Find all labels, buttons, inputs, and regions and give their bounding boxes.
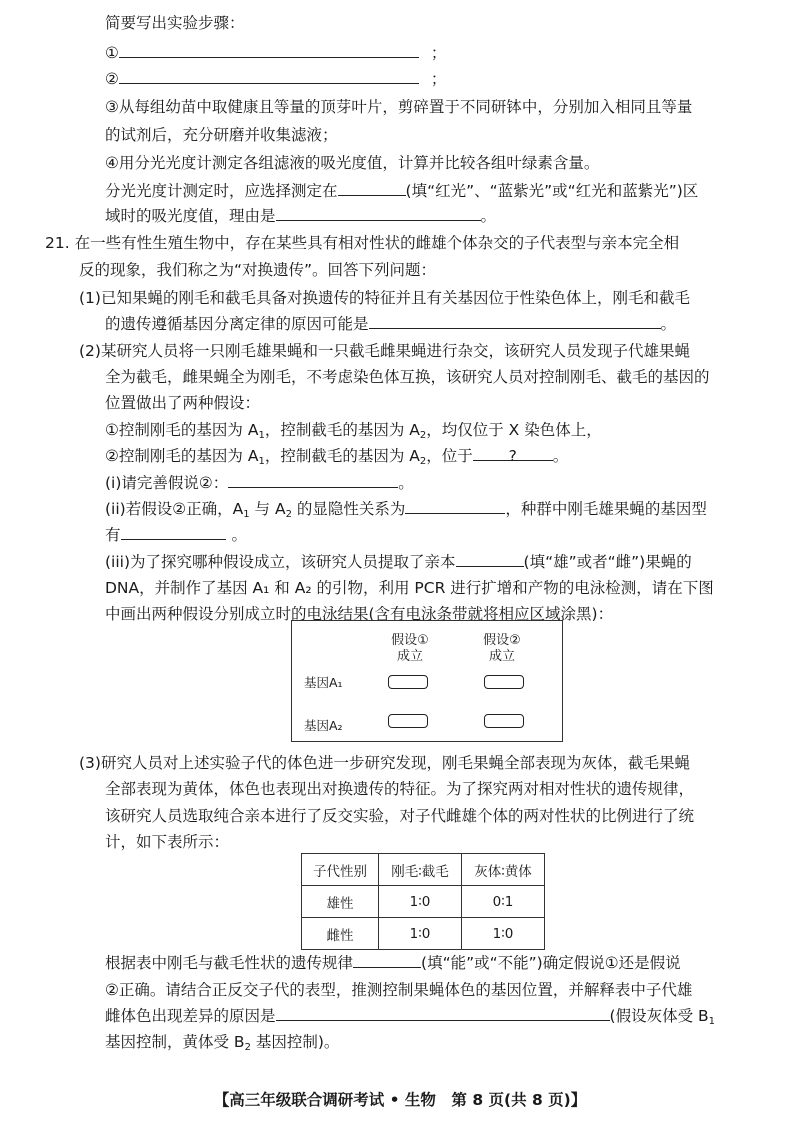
hyp1-sub-2: 2 [419,430,427,441]
q21-stem-line-1: 21. 在一些有性生殖生物中，存在某些具有相对性状的雌雄个体杂交的子代表型与亲本完全相 [45,234,680,252]
sub-ii-blank-2 [121,524,226,540]
step-2 [105,68,446,90]
tail-text-4: (假设灰体受 B [609,1007,709,1025]
sub-ii-text-1: (ii)若假设②正确，A [105,500,244,518]
tail-line-3 [105,1005,715,1033]
sub-question-ii [105,498,707,526]
q3-line-4: 计，如下表所示： [105,833,230,851]
band-hyp2-a1[interactable] [484,675,524,689]
sub-i-blank [228,472,398,488]
table-header: 刚毛∶截毛 [379,854,462,886]
col-hyp1-header [375,633,445,665]
sub-ii-blank-1 [405,498,505,514]
table-cell: 1∶0 [462,918,545,950]
step-1 [105,42,446,64]
page-footer: 【高三年级联合调研考试 • 生物 第 8 页(共 8 页)】 [213,1091,587,1109]
hyp2-text-1: ②控制刚毛的基因为 A [105,447,259,465]
q21-p1-end: 。 [660,315,677,333]
tail-line-2: ②正确。请结合正反交子代的表型，推测控制果蝇体色的基因位置，并解释表中子代雄 [105,981,693,999]
hyp2-text-4: 。 [552,447,569,465]
sub-ii-text-3: 的显隐性关系为 [291,500,406,518]
tail-line-4 [105,1031,339,1059]
q21-p2-line-1: (2)某研究人员将一只刚毛雄果蝇和一只截毛雌果蝇进行杂交，该研究人员发现子代雄果蝇 [79,342,690,360]
table-row [302,886,545,918]
step-2-label: ② [105,70,119,88]
table-cell: 1∶0 [379,918,462,950]
tail-text-2: (填“能”或“不能”)确定假说①还是假说 [421,954,681,972]
hyp1-text-1: ①控制刚毛的基因为 A [105,421,259,439]
band-hyp1-a1[interactable] [388,675,428,689]
sub-ii-text-2: 与 A [249,500,286,518]
step-1-blank [119,42,419,58]
step-1-label: ① [105,44,119,62]
tail-sub-2: 2 [244,1042,251,1053]
tail-blank-1 [353,952,421,968]
hyp1-sub-1: 1 [258,430,265,441]
hyp2-sub-1: 1 [258,456,265,467]
spectro-text-3: 域时的吸光度值，理由是 [105,207,276,225]
step-4: ④用分光光度计测定各组滤液的吸光度值，计算并比较各组叶绿素含量。 [105,154,600,172]
col-hyp1-a: 假设① [391,633,429,648]
spectro-blank-2 [276,205,481,221]
q21-stem-line-2: 反的现象，我们称之为“对换遗传”。回答下列问题： [79,261,437,279]
step-3-line-2: 的试剂后，充分研磨并收集滤液； [105,126,338,144]
q21-p1-line-1: (1)已知果蝇的刚毛和截毛具备对换遗传的特征并且有关基因位于性染色体上，刚毛和截毛 [79,289,690,307]
col-hyp2-header [467,633,537,665]
step-1-end: ； [430,44,447,62]
spectro-line-2 [105,205,496,227]
spectro-text-4: 。 [480,207,497,225]
band-hyp1-a2[interactable] [388,714,428,728]
col-hyp1-b: 成立 [396,649,423,664]
sub-ii-text-4: ，种群中刚毛雄果蝇的基因型 [505,500,707,518]
table-row [302,918,545,950]
spectro-text-2: (填“红光”、“蓝紫光”或“红光和蓝紫光”)区 [405,182,699,200]
table-cell: 雄性 [302,886,379,918]
band-hyp2-a2[interactable] [484,714,524,728]
tail-text-3: 雌体色出现差异的原因是 [105,1007,276,1025]
q21-p2-line-3: 位置做出了两种假设： [105,394,261,412]
sub-question-iii-line-2: DNA，并制作了基因 A₁ 和 A₂ 的引物，利用 PCR 进行扩增和产物的电泳检测，请在下图 [105,579,714,597]
sub-ii-text-5: 有 [105,526,121,544]
step-2-end: ； [430,70,447,88]
spectro-blank-1 [338,180,406,196]
spectro-text-1: 分光光度计测定时，应选择测定在 [105,182,338,200]
q3-line-1: (3)研究人员对上述实验子代的体色进一步研究发现，刚毛果蝇全部表现为灰体，截毛果蝇 [79,754,690,772]
sub-iii-text-2: (填“雄”或者“雌”)果蝇的 [523,553,692,571]
hyp2-text-2: ，控制截毛的基因为 A [264,447,420,465]
tail-sub-1: 1 [708,1016,715,1027]
tail-text-6: 基因控制)。 [250,1033,340,1051]
tail-line-1 [105,952,681,974]
sub-iii-blank [456,551,524,567]
step-2-blank [119,68,419,84]
hyp2-sub-2: 2 [419,456,427,467]
row-gene-a1: 基因A₁ [304,675,343,690]
sub-question-iii-line-3: 中画出两种假设分别成立时的电泳结果(含有电泳条带就将相应区域涂黑)： [105,605,614,623]
col-hyp2-a: 假设② [483,633,521,648]
sub-ii-end: 。 [231,526,248,544]
sub-ii-sub-2: 2 [285,509,292,520]
steps-title: 简要写出实验步骤： [105,14,245,32]
q21-p1-blank [369,313,661,329]
sub-ii-sub-1: 1 [243,509,250,520]
sub-question-ii-cont [105,524,247,546]
step-3-line-1: ③从每组幼苗中取健康且等量的顶芽叶片，剪碎置于不同研钵中，分别加入相同且等量 [105,98,693,116]
sub-question-i [105,472,414,494]
q21-p1-text: 的遗传遵循基因分离定律的原因可能是 [105,315,369,333]
table-cell: 雌性 [302,918,379,950]
hyp2-blank: ? [473,445,553,461]
table-cell: 1∶0 [379,886,462,918]
ratio-table [301,853,545,950]
table-header: 灰体∶黄体 [462,854,545,886]
tail-text-1: 根据表中刚毛与截毛性状的遗传规律 [105,954,354,972]
row-gene-a2: 基因A₂ [304,718,343,733]
tail-blank-2 [276,1005,610,1021]
electrophoresis-figure [291,620,563,742]
sub-iii-text-1: (iii)为了探究哪种假设成立，该研究人员提取了亲本 [105,553,456,571]
q3-line-2: 全部表现为黄体，体色也表现出对换遗传的特征。为了探究两对相对性状的遗传规律， [105,780,695,798]
table-cell: 0∶1 [462,886,545,918]
col-hyp2-b: 成立 [488,649,515,664]
q3-line-3: 该研究人员选取纯合亲本进行了反交实验，对子代雌雄个体的两对性状的比例进行了统 [105,807,695,825]
hypothesis-1 [105,419,602,447]
hyp2-text-3: ，位于 [426,447,473,465]
q21-p2-line-2: 全为截毛，雌果蝇全为刚毛，不考虑染色体互换，该研究人员对控制刚毛、截毛的基因的 [105,368,710,386]
table-header-row [302,854,545,886]
sub-i-text: (i)请完善假说②： [105,474,229,492]
sub-i-end: 。 [398,474,414,492]
tail-text-5: 基因控制，黄体受 B [105,1033,245,1051]
q21-p1-line-2 [105,313,676,335]
hyp1-text-2: ，控制截毛的基因为 A [264,421,420,439]
spectro-line-1 [105,180,698,202]
hyp1-text-3: ，均仅位于 X 染色体上， [426,421,602,439]
table-header: 子代性别 [302,854,379,886]
hypothesis-2 [105,445,568,473]
sub-question-iii [105,551,692,573]
